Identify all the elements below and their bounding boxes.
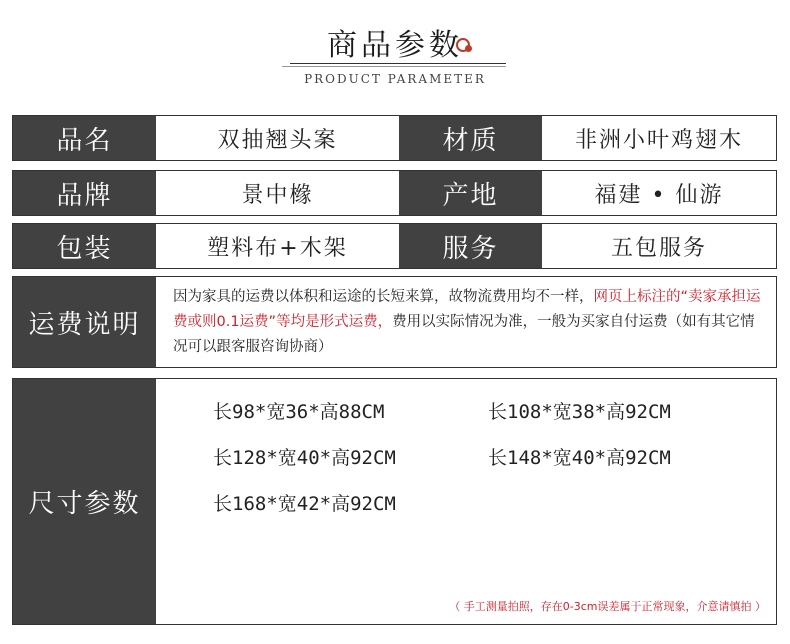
- label-origin: 产地: [399, 171, 542, 215]
- value-material: 非洲小叶鸡翅木: [574, 127, 743, 153]
- label-material: 材质: [399, 116, 542, 160]
- size-item: 长108*宽38*高92CM: [488, 401, 671, 423]
- param-row-package-service: [12, 223, 777, 269]
- page-title: 商品参数: [327, 28, 463, 63]
- divider: [282, 66, 506, 67]
- size-row: [12, 378, 777, 625]
- size-item: 长168*宽42*高92CM: [213, 493, 396, 515]
- value-name: 双抽翘头案: [217, 127, 338, 153]
- shipping-row: [12, 276, 777, 368]
- size-item: 长128*宽40*高92CM: [213, 447, 396, 469]
- size-list: [158, 379, 776, 624]
- shipping-text-part1: 因为家具的运费以体积和运途的长短来算，故物流费用均不一样，: [173, 289, 594, 305]
- measurement-note: （ 手工测量拍照，存在0-3cm误差属于正常现象，介意请慎拍 ）: [449, 600, 766, 613]
- label-package: 包装: [13, 224, 156, 268]
- page-subtitle: PRODUCT PARAMETER: [304, 72, 486, 86]
- value-service: 五包服务: [610, 235, 707, 261]
- value-origin: 福建 • 仙游: [594, 182, 724, 208]
- label-name: 品名: [13, 116, 156, 160]
- size-item: 长98*宽36*高88CM: [213, 401, 385, 423]
- label-brand: 品牌: [13, 171, 156, 215]
- shipping-text-part2: 费用以实际情况为准，一般为买家自付运费（如有其它情况可以跟客服咨询协商）: [173, 314, 755, 355]
- param-row-name-material: [12, 115, 777, 161]
- label-service: 服务: [399, 224, 542, 268]
- divider: [290, 63, 506, 64]
- shipping-description: [173, 285, 768, 360]
- param-row-brand-origin: [12, 170, 777, 216]
- value-package: 塑料布+木架: [207, 235, 348, 261]
- size-item: 长148*宽40*高92CM: [488, 447, 671, 469]
- label-sizes: 尺寸参数: [13, 379, 156, 624]
- shipping-text-highlight: 网页上标注的“卖家承担运费或则0.1运费”等均是形式运费，: [173, 289, 761, 330]
- seal-mark-icon: [456, 38, 470, 52]
- label-shipping: 运费说明: [13, 277, 156, 367]
- value-brand: 景中橼: [241, 182, 314, 208]
